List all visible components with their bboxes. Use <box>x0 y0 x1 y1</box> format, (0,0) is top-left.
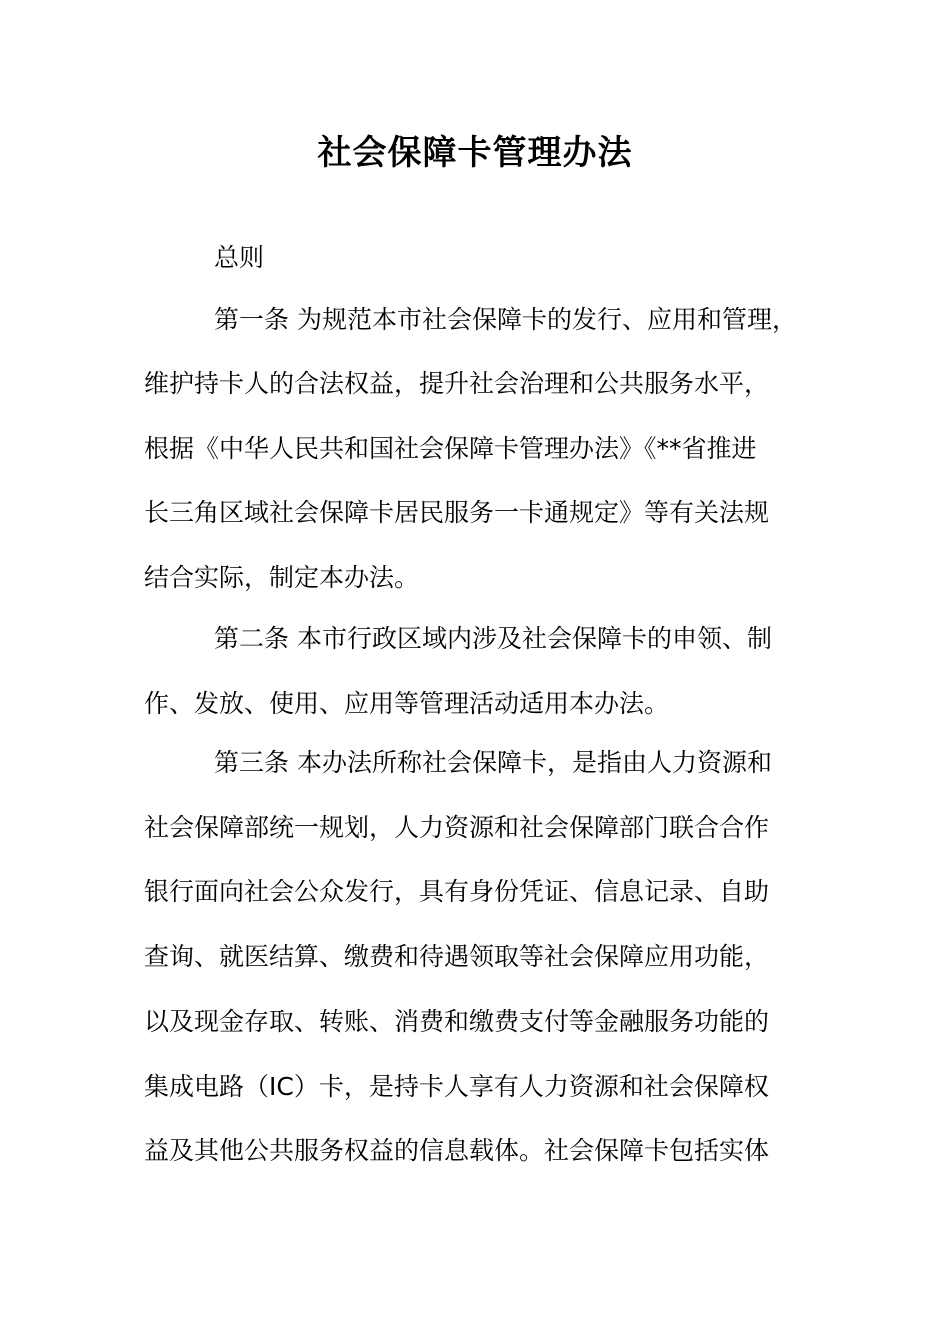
section-heading: 总则 <box>214 243 265 272</box>
paragraph-line: 银行面向社会公众发行，具有身份凭证、信息记录、自助 <box>144 877 770 906</box>
document-title: 社会保障卡管理办法 <box>317 133 633 173</box>
paragraph-line: 根据《中华人民共和国社会保障卡管理办法》《**省推进 <box>144 434 757 463</box>
paragraph-line: 长三角区域社会保障卡居民服务一卡通规定》等有关法规 <box>144 498 770 527</box>
paragraph-line: 以及现金存取、转账、消费和缴费支付等金融服务功能的 <box>144 1007 770 1036</box>
paragraph-line: 第三条 本办法所称社会保障卡，是指由人力资源和 <box>214 748 772 777</box>
paragraph-line: 作、发放、使用、应用等管理活动适用本办法。 <box>144 689 670 718</box>
paragraph-line: 维护持卡人的合法权益，提升社会治理和公共服务水平， <box>144 369 770 398</box>
paragraph-line: 第二条 本市行政区域内涉及社会保障卡的申领、制 <box>214 624 772 653</box>
paragraph-line: 社会保障部统一规划，人力资源和社会保障部门联合合作 <box>144 813 770 842</box>
paragraph-line: 第一条 为规范本市社会保障卡的发行、应用和管理， <box>214 305 797 334</box>
paragraph-line: 集成电路（IC）卡，是持卡人享有人力资源和社会保障权 <box>144 1072 769 1101</box>
paragraph-line: 结合实际，制定本办法。 <box>144 563 420 592</box>
paragraph-line: 益及其他公共服务权益的信息载体。社会保障卡包括实体 <box>144 1136 770 1165</box>
paragraph-line: 查询、就医结算、缴费和待遇领取等社会保障应用功能， <box>144 942 770 971</box>
